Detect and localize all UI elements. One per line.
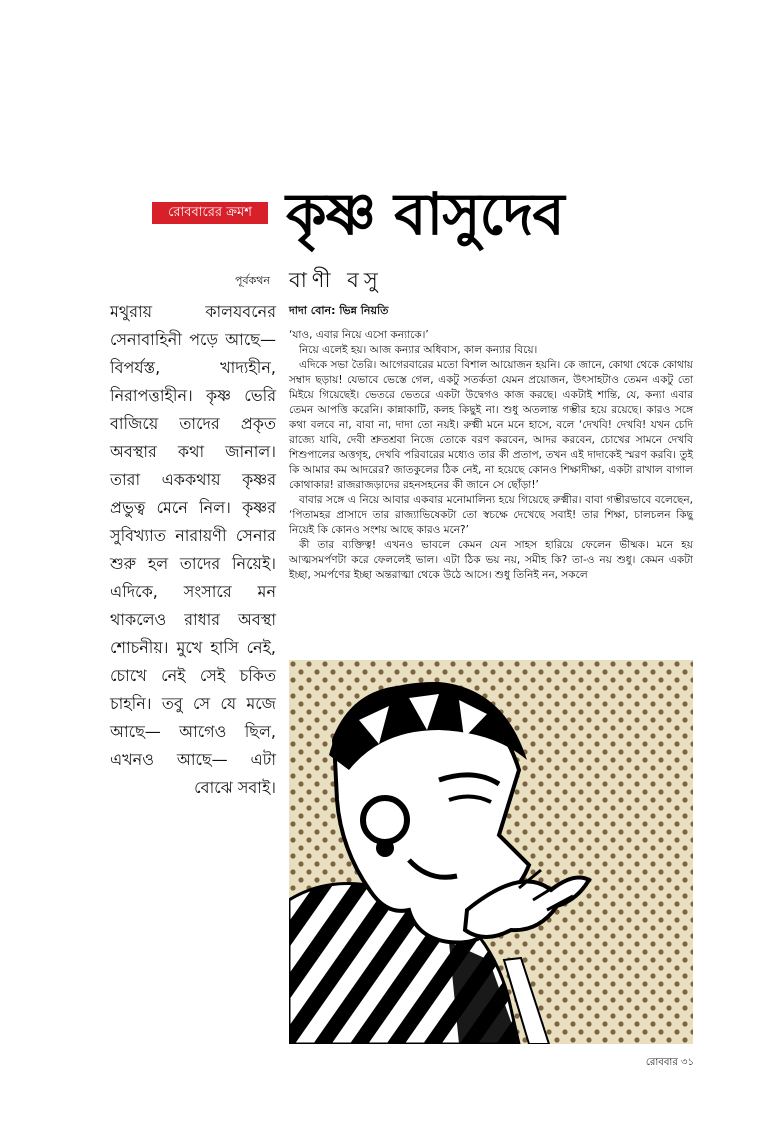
paragraph: কী তার ব্যক্তিত্ব! এখনও ভাবলে কেমন যেন সাহস হারিয়ে ফেলেন ভীষ্মক। মনে হয় আত্মসমর্পণটা করে ফেললেই ভাল। এটা ঠিক ভয় নয়, সমীহ কি? তা-ও নয় শুধু। কেমন একটা ইচ্ছা, সমর্পণের ইচ্ছা অন্তরাত্মা থেকে উঠে আসে। শুধু তিনিই নন, সকলে [289,539,693,581]
section-subheading: দাদা বোন: ভিন্ন নিয়তি [289,304,389,317]
page-title: কৃষ্ণ বাসুদেব [286,180,564,248]
article-body [289,328,693,583]
paragraph: বাবার সঙ্গে এ নিয়ে আবার একবার মনোমালিন্য হয়ে গিয়েছে রুক্মীর। বাবা গম্ভীরভাবে বলেছেন, ‘পিতামহর প্রাসাদে তার রাজ্যাভিষেকটা তো স্বচক্ষে দেখেছে সবাই! তার শিক্ষা, চালচলন কিছু নিয়েই কি কোনও সংশয় আছে কারও মনে?’ [289,494,693,536]
series-badge: রোববারের ক্রমশ [152,202,268,224]
paragraph: ‘যাও, এবার নিয়ে এসো কন্যাকে।’ [289,329,429,341]
author-name: বাণী বসু [289,268,383,292]
profile-portrait-illustration [289,660,693,1044]
paragraph: নিয়ে এলেই হয়। আজ কন্যার অধিবাস, কাল কন্যার বিয়ে। [299,344,538,356]
page-footer: রোববার ৩১ [645,1057,694,1068]
recap-text: মথুরায় কালযবনের সেনাবাহিনী পড়ে আছে— বিপর্যস্ত, খাদ্যহীন, নিরাপত্তাহীন। কৃষ্ণ ভেরি বাজিয়ে তাদের প্রকৃত অবস্থার কথা জানাল। তারা এককথায় কৃষ্ণর প্রভুত্ব মেনে নিল। কৃষ্ণর সুবিখ্যাত নারায়ণী সেনার শুরু হল তাদের নিয়েই। এদিকে, সংসারে মন থাকলেও রাধার অবস্থা শোচনীয়। মুখে হাসি নেই, চোখে নেই সেই চকিত চাহনি। তবু সে যে মজে আছে— আগেও ছিল, এখনও আছে— এটা বোঝে সবাই। [110,302,276,797]
recap-label: পূর্বকথন [235,274,270,287]
paragraph: এদিকে সভা তৈরি। আগেরবারের মতো বিশাল আয়োজন হয়নি। কে জানে, কোথা থেকে কোথায় সম্বাদ ছড়ায়! যেভাবে ভেস্তে গেল, একটু সতর্কতা যেমন প্রয়োজন, উৎসাহটাও তেমন একটু তো মিইয়ে গিয়েছেই। ভেতরে ভেতরে একটা উদ্বেগও কাজ করছে। একটাই শান্তি, যে, কন্যা এবার তেমন আপত্তি করেনি। কান্নাকাটি, কলহ কিছুই না। শুধু অতলান্ত গম্ভীর হয়ে রয়েছে। কারও সঙ্গে কথা বলবে না, বাবা না, দাদা তো নয়ই। রুক্মী মনে মনে হাসে, বলে ‘দেখবি! দেখবি! যখন চেদি রাজ্যে যাবি, দেবী শ্রুতশ্রবা নিজে তোকে বরণ করবেন, আদর করবেন, চোখের সামনে দেখবি শিশুপালের অত্তগৃহ, দেখবি পরিবারের মধ্যেও তার কী প্রতাপ, তখন এই দাদাকেই স্মরণ করবি। তুই কি আমার কম আদরের? জাতকুলের ঠিক নেই, না হয়েছে কোনও শিক্ষাদীক্ষা, একটা রাখাল বাগাল কোথাকার! রাজরাজড়াদের রহনসহনের কী জানে সে ছোঁড়া!’ [289,359,693,491]
